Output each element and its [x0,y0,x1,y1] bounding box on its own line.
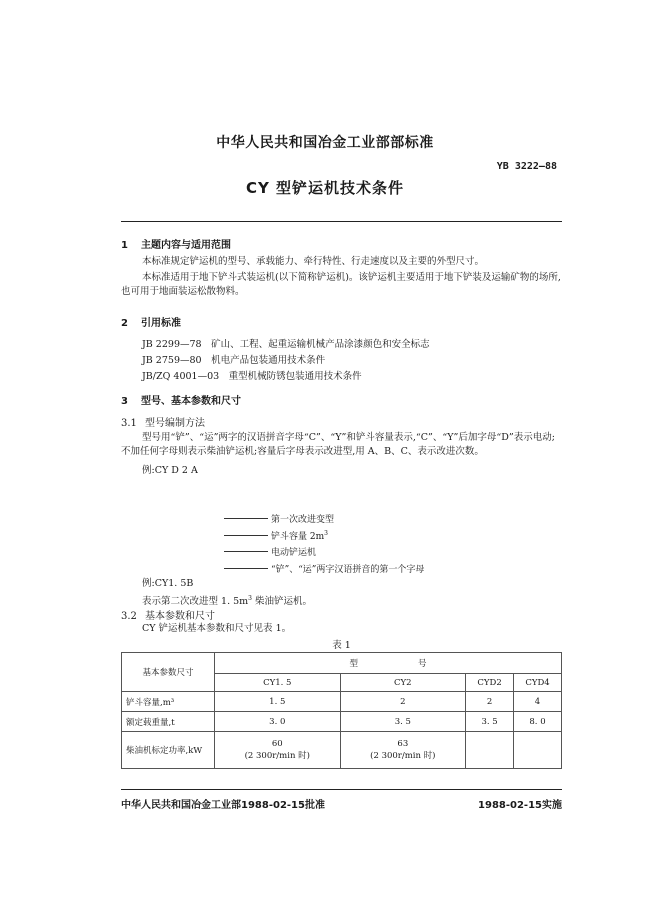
footer-rule [121,789,562,790]
section-3-1-paragraph: 型号用“铲”、“运”两字的汉语拼音字母“C”、“Y”和铲斗容量表示,“C”、“Y”后加字母“D”表示电动;不加任何字母则表示柴油铲运机;容量后字母表示改进型,用 A、B、C、表示改进次数。 [121,432,555,457]
table-cell: 60 (2 300r/min 时) [215,732,341,769]
example-2-description: 表示第二次改进型 1. $5m^3$ 柴油铲运机。 [142,595,313,608]
diagram-label: 铲斗容量 $2m^3$ [271,530,328,542]
table-cell: 8. 0 [514,712,562,732]
table-cell: 4 [514,692,562,712]
row-label: 额定载重量,t [122,712,215,732]
table-row [122,712,562,732]
diagram-leader-line [224,535,268,536]
diagram-leader-line [224,551,268,552]
reference-item: JB/ZQ 4001—03 重型机械防锈包装通用技术条件 [142,371,362,382]
table-cell: 63 (2 300r/min 时) [340,732,466,769]
reference-item: JB 2759—80 机电产品包装通用技术条件 [142,355,326,366]
section-2-heading: 2 引用标准 [121,318,181,329]
diagram-leader-line [224,518,268,519]
parameter-table [121,652,562,769]
diagram-leader-line [224,568,268,569]
diagram-label: 第一次改进变型 [271,515,335,525]
reference-item: JB 2299—78 矿山、工程、起重运输机械产品涂漆颜色和安全标志 [142,339,430,350]
row-label: 铲斗容量,m³ [122,692,215,712]
table-cell: 3. 5 [466,712,514,732]
model-header: 型 号 [215,653,562,674]
document-title: CY 型铲运机技术条件 [245,179,405,197]
section-3-heading: 3 型号、基本参数和尺寸 [121,396,241,407]
effective-date: 1988-02-15实施 [478,800,562,811]
model-cell: CYD2 [466,674,514,692]
diagram-label: 电动铲运机 [271,548,317,558]
table-cell [466,732,514,769]
section-3-2-heading: 3.2 基本参数和尺寸 [121,611,215,622]
issuing-organization: 中华人民共和国冶金工业部部标准 [216,135,434,151]
section-1-heading: 1 主题内容与适用范围 [121,240,231,251]
section-1-paragraph-2: 本标准适用于地下铲斗式装运机(以下简称铲运机)。该铲运机主要适用于地下铲装及运输矿物的场所,也可用于地面装运松散物料。 [121,272,561,297]
table-cell: 3. 0 [215,712,341,732]
model-cell: CY2 [340,674,466,692]
model-cell: CY1. 5 [215,674,341,692]
table-cell: 2 [466,692,514,712]
table-row [122,732,562,769]
section-1-paragraph-1: 本标准规定铲运机的型号、承载能力、牵行特性、行走速度以及主要的外型尺寸。 [142,256,485,267]
param-header: 基本参数尺寸 [122,653,215,692]
approval-line: 中华人民共和国冶金工业部1988-02-15批准 [121,800,325,811]
table-cell: 2 [340,692,466,712]
table-caption: 表 1 [332,640,351,651]
diagram-label: “铲”、“运”两字汉语拼音的第一个字母 [271,565,425,575]
section-3-1-heading: 3.1 型号编制方法 [121,418,205,429]
model-cell: CYD4 [514,674,562,692]
header-rule [121,221,562,222]
standard-code: YB 3222—88 [496,161,557,172]
table-row [122,692,562,712]
row-label: 柴油机标定功率,kW [122,732,215,769]
table-cell: 3. 5 [340,712,466,732]
example-2-code: 例:CY1. 5B [142,578,194,589]
section-3-2-paragraph: CY 铲运机基本参数和尺寸见表 1。 [142,623,292,634]
table-cell: 1. 5 [215,692,341,712]
example-model-code: 例:CY D 2 A [142,465,198,476]
table-cell [514,732,562,769]
